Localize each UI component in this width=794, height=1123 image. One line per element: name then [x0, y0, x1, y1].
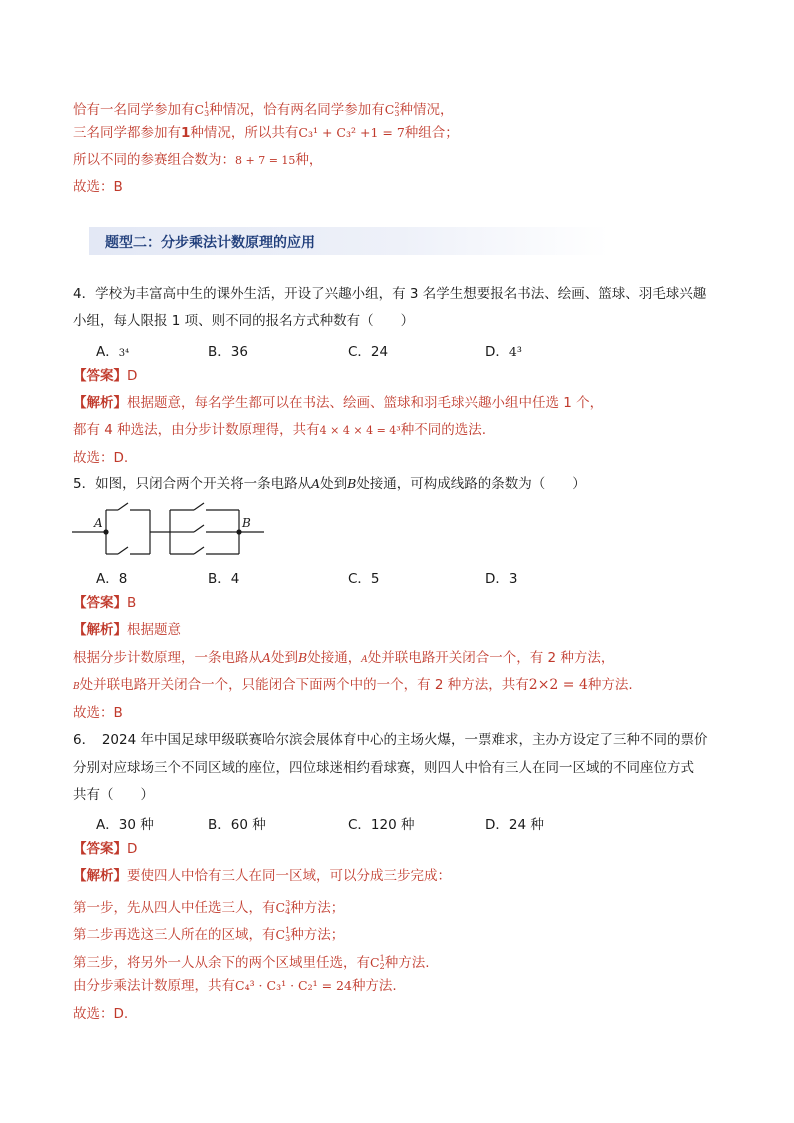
q6-analysis-line-1: 【解析】要使四人中恰有三人在同一区域，可以分成三步完成： [73, 868, 451, 884]
q5-option-b: B．4 [208, 571, 240, 587]
prev-solution-line-1: 恰有一名同学参加有$C_3^1$种情况，恰有两名同学参加有$C_3^2$种情况， [73, 101, 454, 118]
switch-right-middle [194, 525, 204, 532]
q6-step-3: 第三步，将另外一人从余下的两个区域里任选，有$C_2^1$种方法. [73, 954, 430, 971]
switch-right-bottom [194, 547, 204, 554]
q6-option-b: B．60 种 [208, 817, 266, 833]
q4-answer: 【答案】D [73, 368, 138, 384]
node-a-dot [103, 529, 108, 534]
q5-conclusion: 故选：B [73, 705, 123, 721]
combination-c3-2: $C_3^2$ [384, 101, 400, 118]
combination-c3-1: $C_3^1$ [194, 101, 210, 118]
switch-left-top [118, 503, 128, 510]
q4-option-d: D．4³ [485, 344, 522, 360]
q5-option-c: C．5 [348, 571, 380, 587]
q6-answer: 【答案】D [73, 841, 138, 857]
q6-option-a: A．30 种 [96, 817, 154, 833]
prev-solution-line-3: 所以不同的参赛组合数为：8 + 7 = 15种， [73, 152, 323, 168]
q5-analysis-line-1: 【解析】根据题意 [73, 622, 181, 638]
q6-total: 由分步乘法计数原理，共有C₄³ · C₃¹ · C₂¹ = 24种方法. [73, 978, 397, 994]
combination-c2-1: $C_2^1$ [370, 954, 385, 971]
q6-conclusion: 故选：D. [73, 1006, 129, 1022]
prev-solution-conclusion: 故选：B [73, 179, 123, 195]
q5-option-d: D．3 [485, 571, 518, 587]
q6-step-2: 第二步再选这三人所在的区域，有$C_3^1$种方法； [73, 926, 345, 943]
q4-stem-line-1: 4．学校为丰富高中生的课外生活，开设了兴趣小组，有 3 名学生想要报名书法、绘画、篮球、羽毛球兴趣 [73, 286, 707, 302]
label-a: A [94, 516, 103, 530]
switch-left-bottom [118, 547, 128, 554]
node-b-dot [236, 529, 241, 534]
q4-analysis-line-1: 【解析】根据题意，每名学生都可以在书法、绘画、篮球和羽毛球兴趣小组中任选 1 个， [73, 395, 604, 411]
q6-stem-line-3: 共有（ ） [73, 787, 154, 803]
label-b: B [242, 516, 251, 530]
section-heading-text: 题型二：分步乘法计数原理的应用 [105, 235, 315, 251]
q4-analysis-line-2: 都有 4 种选法，由分步计数原理得，共有4 × 4 × 4 = 4³种不同的选法. [73, 422, 487, 438]
q4-conclusion: 故选：D. [73, 450, 129, 466]
q5-analysis-line-2: 根据分步计数原理，一条电路从A处到B处接通，A处并联电路开关闭合一个，有 2 种方法， [73, 650, 615, 666]
q6-stem-line-2: 分别对应球场三个不同区域的座位，四位球迷相约看球赛，则四人中恰有三人在同一区域的不同座位方式 [73, 760, 694, 776]
q6-step-1: 第一步，先从四人中任选三人，有$C_4^3$种方法； [73, 899, 345, 916]
q4-option-a: A．3⁴ [96, 344, 130, 360]
q5-answer: 【答案】B [73, 595, 137, 611]
combination-c4-3: $C_4^3$ [275, 899, 291, 916]
q6-stem-line-1: 6． 2024 年中国足球甲级联赛哈尔滨会展体育中心的主场火爆，一票难求，主办方设定了三种不同的票价 [73, 732, 708, 748]
circuit-diagram [72, 498, 272, 560]
prev-solution-line-2: 三名同学都参加有1种情况，所以共有C₃¹ + C₃² +1 = 7种组合； [73, 125, 459, 141]
q6-option-c: C．120 种 [348, 817, 415, 833]
q4-option-b: B．36 [208, 344, 248, 360]
section-heading [89, 227, 609, 255]
q4-option-c: C．24 [348, 344, 389, 360]
switch-right-top [194, 503, 204, 510]
combination-c3-1-b: $C_3^1$ [275, 926, 291, 943]
q4-stem-line-2: 小组，每人限报 1 项、则不同的报名方式种数有（ ） [73, 313, 415, 329]
q5-stem: 5．如图，只闭合两个开关将一条电路从A处到B处接通，可构成线路的条数为（ ） [73, 476, 586, 492]
q5-analysis-line-3: B处并联电路开关闭合一个，只能闭合下面两个中的一个，有 2 种方法，共有2×2 = 4种方法. [73, 677, 633, 693]
q5-option-a: A．8 [96, 571, 128, 587]
q6-option-d: D．24 种 [485, 817, 544, 833]
